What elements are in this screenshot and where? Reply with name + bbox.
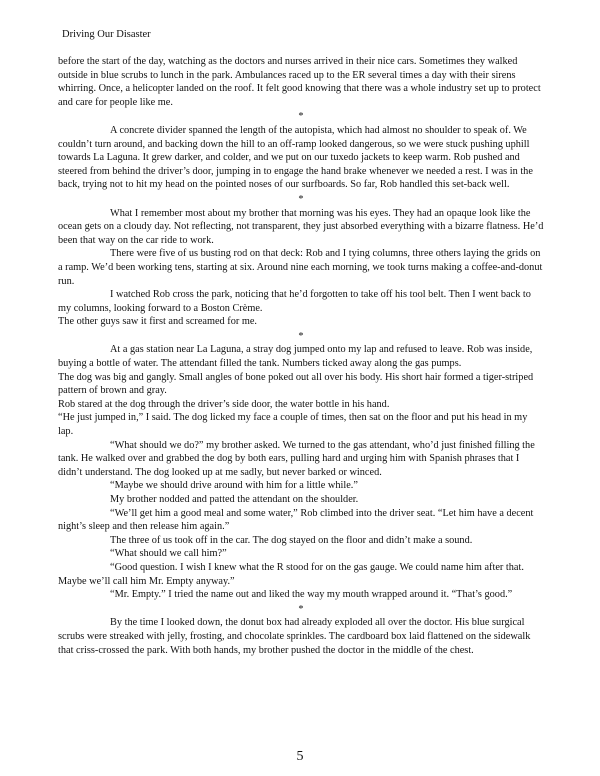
paragraph: There were five of us busting rod on that deck: Rob and I tying columns, three others laying the grids on a ramp. We’d been working tens, starting at six. Around nine each morning, we took turns making a coffee-and-donut run.	[58, 248, 543, 287]
section-break: *	[298, 603, 304, 615]
paragraph: The other guys saw it first and screamed for me.	[58, 316, 258, 328]
paragraph: before the start of the day, watching as the doctors and nurses arrived in their nice cars. Sometimes they walked outside in blue scrubs to lunch in the park. Ambulances raced up to the ER several times a day with their sirens whirring. Once, a helicopter landed on the roof. It felt good knowing that there was a whole industry set up to protect and care for people like me.	[58, 56, 541, 108]
page-number: 5	[296, 749, 304, 764]
paragraph: The three of us took off in the car. The dog stayed on the floor and didn’t make a sound.	[110, 534, 473, 546]
paragraph: “What should we call him?”	[110, 548, 227, 560]
paragraph: The dog was big and gangly. Small angles of bone poked out all over his body. His short hair formed a tiger-striped pattern of brown and gray.	[58, 371, 534, 397]
paragraph: My brother nodded and patted the attendant on the shoulder.	[110, 494, 359, 505]
section-break: *	[298, 193, 304, 205]
paragraph: “Maybe we should drive around with him for a little while.”	[110, 480, 358, 492]
paragraph: By the time I looked down, the donut box had already exploded all over the doctor. His blue surgical scrubs were streaked with jelly, frosting, and chocolate sprinkles. The cardboard box laid flattened on the sidewalk that criss-crossed the park. With both hands, my brother pushed the doctor in the middle of the chest.	[58, 617, 531, 656]
section-break: *	[298, 111, 304, 123]
section-break: *	[298, 330, 304, 342]
running-header: Driving Our Disaster	[62, 29, 151, 40]
paragraph: “We’ll get him a good meal and some water,” Rob climbed into the driver seat. “Let him have a decent night’s sleep and then release him again.”	[58, 507, 534, 533]
paragraph: A concrete divider spanned the length of the autopista, which had almost no shoulder to speak of. We couldn’t turn around, and backing down the hill to an off-ramp looked dangerous, so we were stuck pushing uphill towards La Laguna. It grew darker, and colder, and we put on our tuxedo jackets to keep warm. Rob pushed and steered from behind the driver’s door, jumping in to engage the hand brake whenever we needed a rest. I was in the back, trying not to hit my head on the pointed noses of our surfboards. So far, Rob handled this set-back well.	[58, 124, 533, 191]
paragraph: “Mr. Empty.” I tried the name out and liked the way my mouth wrapped around it. “That’s good.”	[110, 589, 513, 601]
body-text	[58, 55, 544, 657]
paragraph: “Good question. I wish I knew what the R stood for on the gas gauge. We could name him after that. Maybe we’ll call him Mr. Empty anyway.”	[58, 561, 524, 587]
paragraph: I watched Rob cross the park, noticing that he’d forgotten to take off his tool belt. Then I went back to my columns, looking forward to a Boston Crème.	[58, 289, 531, 314]
paragraph: At a gas station near La Laguna, a stray dog jumped onto my lap and refused to leave. Rob was inside, buying a bottle of water. The attendant filled the tank. Numbers ticked away along the gas pumps.	[58, 344, 533, 370]
paragraph: Rob stared at the dog through the driver’s side door, the water bottle in his hand.	[58, 398, 390, 410]
paragraph: What I remember most about my brother that morning was his eyes. They had an opaque look like the ocean gets on a cloudy day. Not reflecting, not transparent, they just absorbed everything with a bizarre flatness. He’d been that way on the car ride to work.	[58, 207, 544, 246]
paragraph: “He just jumped in,” I said. The dog licked my face a couple of times, then sat on the floor and put his head in my lap.	[58, 412, 528, 438]
paragraph: “What should we do?” my brother asked. We turned to the gas attendant, who’d just finished filling the tank. He walked over and grabbed the dog by both ears, pulling hard and urging him with Spanish phrases that I didn’t understand. The dog looked up at me sadly, but never barked or winced.	[58, 439, 535, 478]
